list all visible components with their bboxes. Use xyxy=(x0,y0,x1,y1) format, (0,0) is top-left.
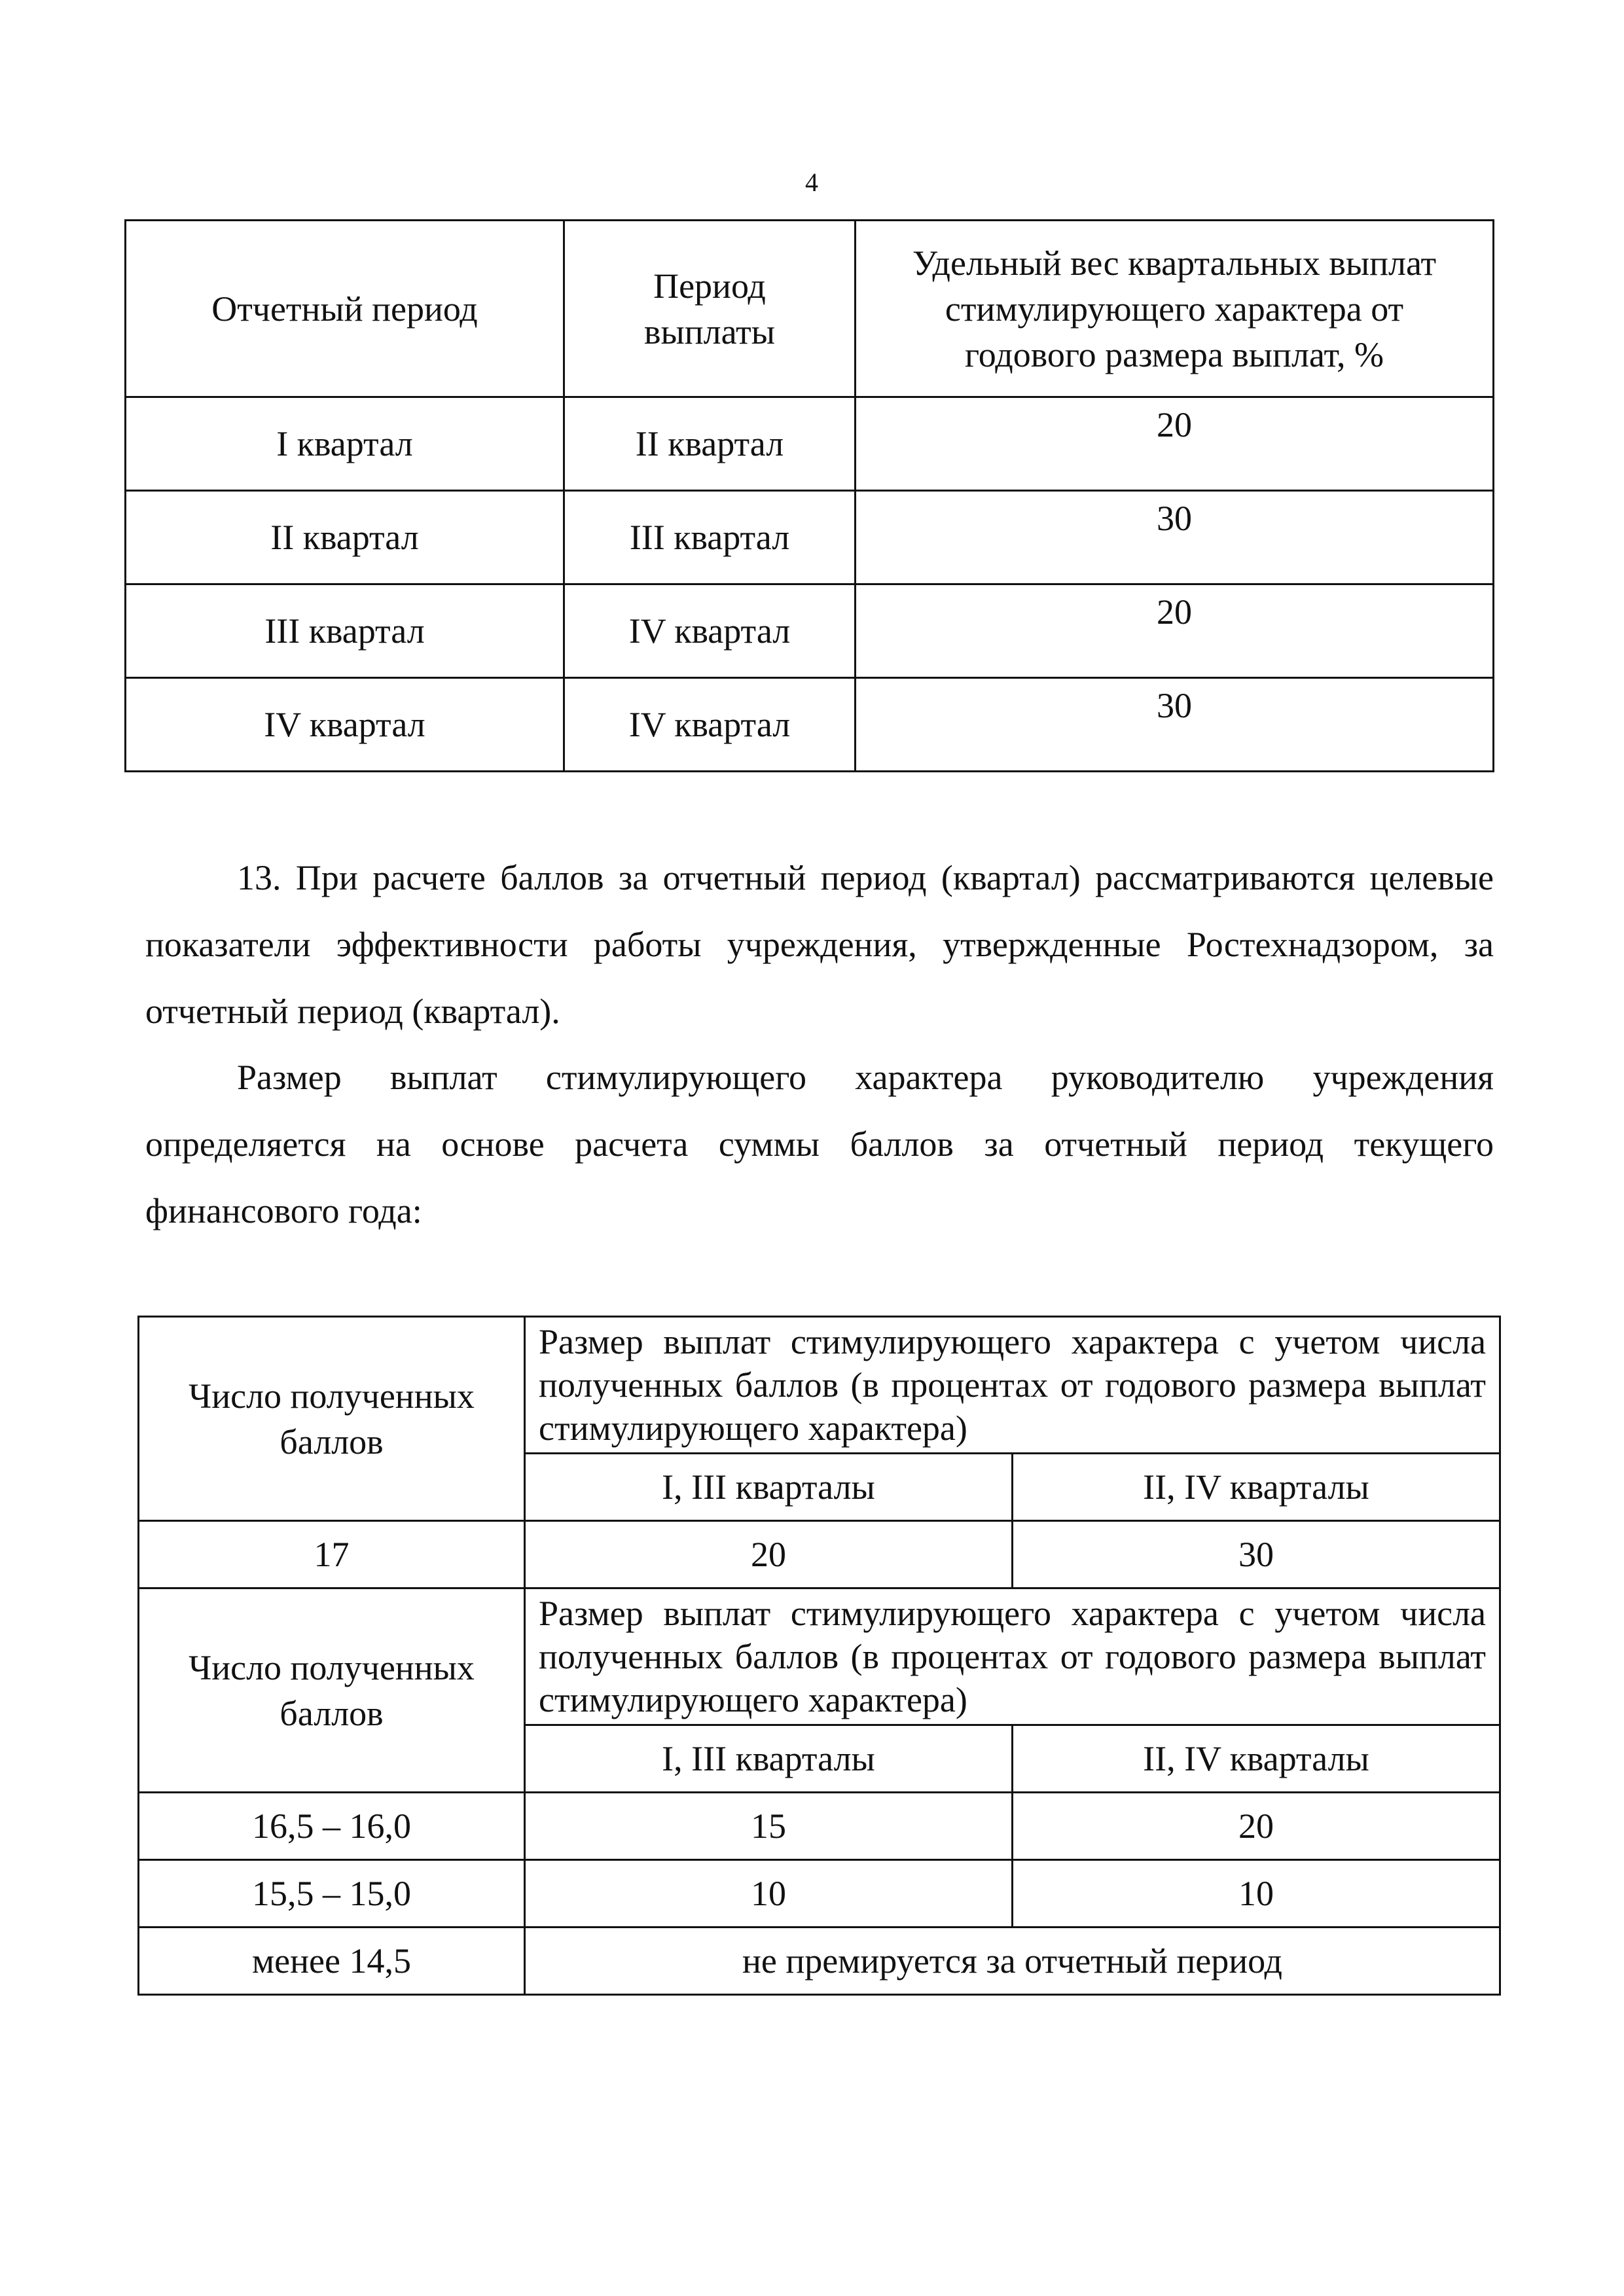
table-row xyxy=(139,1521,1500,1588)
cell-reporting: IV квартал xyxy=(126,678,564,772)
cell-reporting: I квартал xyxy=(126,397,564,491)
table-row xyxy=(126,678,1494,772)
cell-payment: II квартал xyxy=(564,397,856,491)
cell-payment: IV квартал xyxy=(564,584,856,678)
block1-header-row xyxy=(139,1317,1500,1454)
table-row xyxy=(126,584,1494,678)
block2-header-row xyxy=(139,1588,1500,1725)
col-q24: II, IV кварталы xyxy=(1013,1725,1500,1793)
cell-points: менее 14,5 xyxy=(139,1928,525,1995)
cell-share: 20 xyxy=(856,584,1494,678)
cell-points: 16,5 – 16,0 xyxy=(139,1793,525,1860)
header-share: Удельный вес квартальных выплат стимулирующего характера от годового размера выплат, % xyxy=(856,221,1494,397)
quarterly-payments-table xyxy=(124,219,1494,772)
header-reporting-period: Отчетный период xyxy=(126,221,564,397)
table-header-row xyxy=(126,221,1494,397)
col-q24: II, IV кварталы xyxy=(1013,1454,1500,1521)
paragraph-13: 13. При расчете баллов за отчетный период (квартал) рассматриваются целевые показатели эффективности работы учреждения, утвержденные Ростехнадзором, за отчетный период (квартал). xyxy=(145,858,1494,1031)
cell-payment: IV квартал xyxy=(564,678,856,772)
table-row xyxy=(139,1860,1500,1928)
col-q13: I, III кварталы xyxy=(525,1725,1013,1793)
cell-q13: 20 xyxy=(525,1521,1013,1588)
page-number: 4 xyxy=(805,168,818,197)
table-row xyxy=(126,491,1494,584)
cell-share: 30 xyxy=(856,678,1494,772)
cell-points: 15,5 – 15,0 xyxy=(139,1860,525,1928)
points-label: Число полученных баллов xyxy=(139,1317,525,1521)
cell-reporting: III квартал xyxy=(126,584,564,678)
cell-share: 30 xyxy=(856,491,1494,584)
col-q13: I, III кварталы xyxy=(525,1454,1013,1521)
table-row xyxy=(139,1793,1500,1860)
table-row xyxy=(126,397,1494,491)
cell-payment: III квартал xyxy=(564,491,856,584)
table-row xyxy=(139,1928,1500,1995)
cell-q24: 20 xyxy=(1013,1793,1500,1860)
points-label: Число полученных баллов xyxy=(139,1588,525,1793)
size-header: Размер выплат стимулирующего характера с учетом числа полученных баллов (в процентах от годового размера выплат стимулирующего характера) xyxy=(525,1317,1500,1454)
cell-q13: 10 xyxy=(525,1860,1013,1928)
cell-reporting: II квартал xyxy=(126,491,564,584)
cell-no-bonus: не премируется за отчетный период xyxy=(525,1928,1500,1995)
cell-share: 20 xyxy=(856,397,1494,491)
paragraph-payment-size: Размер выплат стимулирующего характера руководителю учреждения определяется на основе расчета суммы баллов за отчетный период текущего финансового года: xyxy=(145,1058,1494,1230)
header-payment-period: Период выплаты xyxy=(564,221,856,397)
size-header: Размер выплат стимулирующего характера с учетом числа полученных баллов (в процентах от годового размера выплат стимулирующего характера) xyxy=(525,1588,1500,1725)
cell-q13: 15 xyxy=(525,1793,1013,1860)
cell-points: 17 xyxy=(139,1521,525,1588)
points-payments-table xyxy=(137,1316,1501,1996)
cell-q24: 10 xyxy=(1013,1860,1500,1928)
cell-q24: 30 xyxy=(1013,1521,1500,1588)
